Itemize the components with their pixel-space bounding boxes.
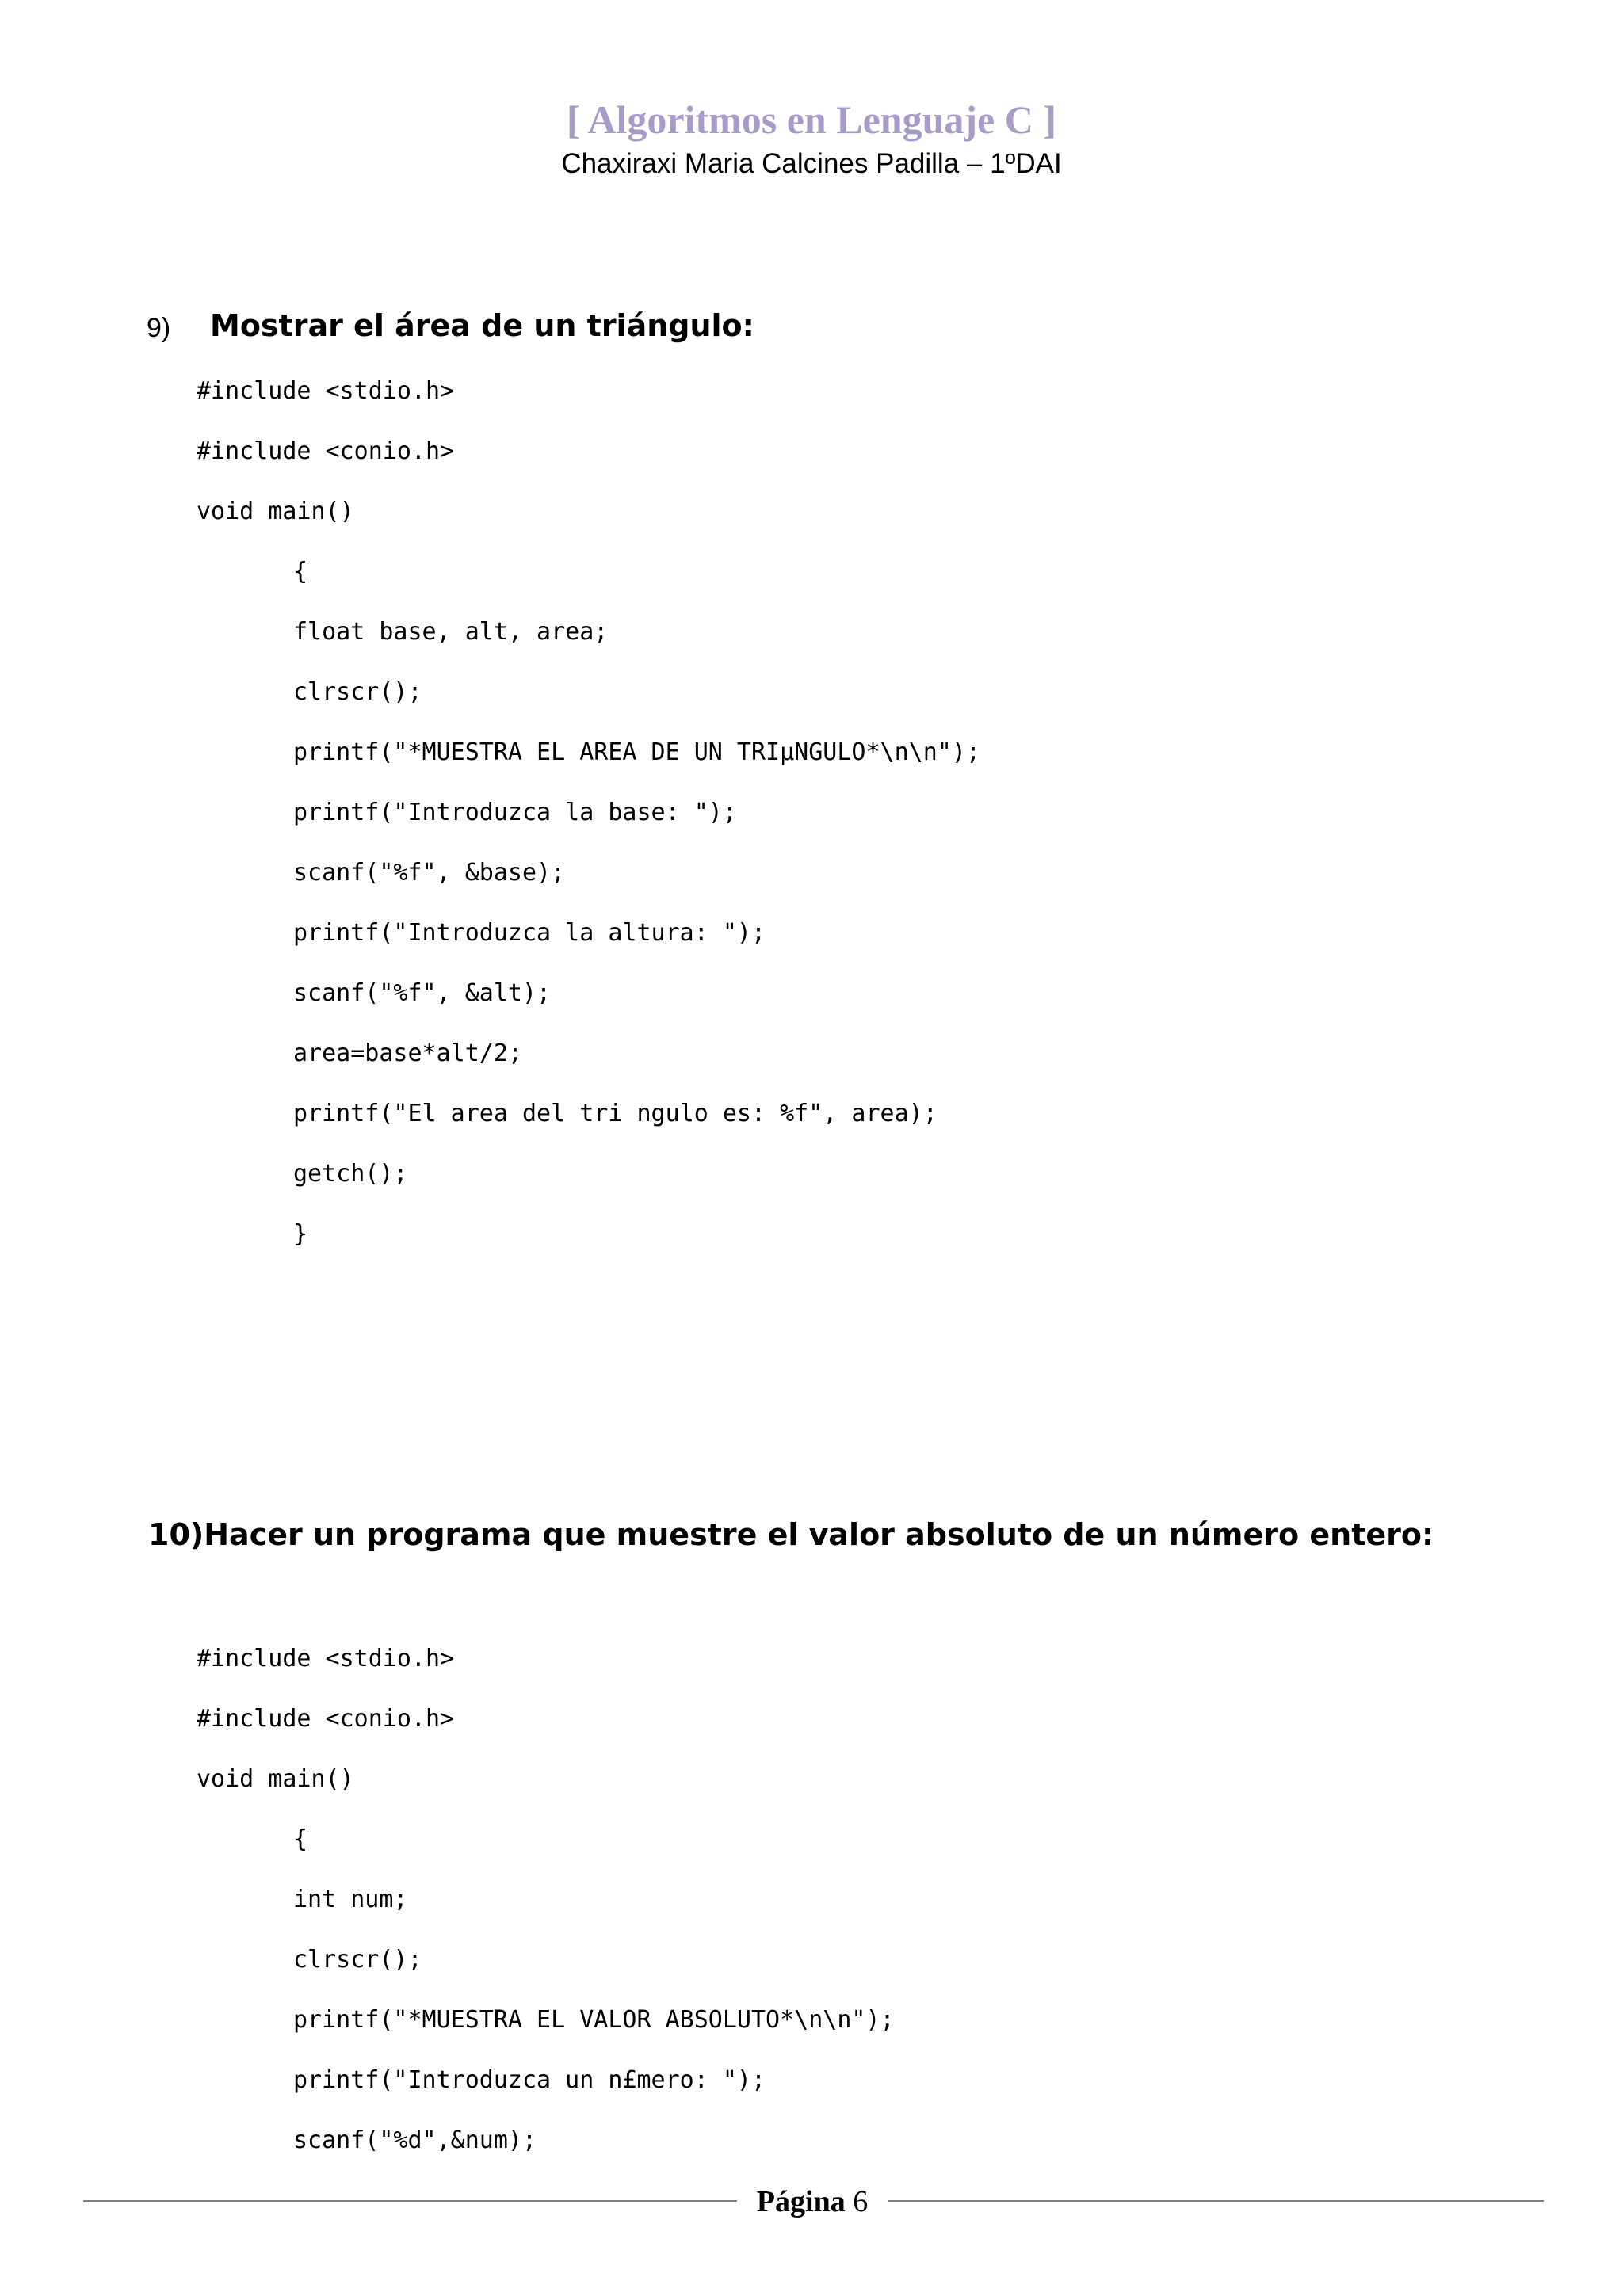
- code-line: clrscr();: [293, 678, 422, 706]
- document-header-title: [ Algoritmos en Lenguaje C ]: [567, 97, 1056, 142]
- code-line: #include <conio.h>: [197, 437, 455, 465]
- code-line: void main(): [197, 498, 354, 525]
- code-line: #include <conio.h>: [197, 1705, 455, 1733]
- code-line: clrscr();: [293, 1946, 422, 1974]
- question-10-title: 10)Hacer un programa que muestre el valor absoluto de un número entero:: [148, 1517, 1434, 1552]
- code-line: #include <stdio.h>: [197, 1645, 455, 1672]
- code-line: {: [293, 558, 308, 585]
- code-line: printf("Introduzca la base: ");: [293, 799, 737, 826]
- code-line: printf("*MUESTRA EL VALOR ABSOLUTO*\n\n");: [293, 2006, 895, 2034]
- code-line: scanf("%d",&num);: [293, 2126, 537, 2154]
- code-line: void main(): [197, 1765, 354, 1793]
- code-line: area=base*alt/2;: [293, 1039, 522, 1067]
- code-line: printf("*MUESTRA EL AREA DE UN TRIµNGULO*\n\n");: [293, 738, 980, 766]
- code-line: scanf("%f", &base);: [293, 859, 566, 887]
- code-line: printf("Introduzca un n£mero: ");: [293, 2066, 766, 2094]
- code-line: scanf("%f", &alt);: [293, 979, 552, 1007]
- footer-divider-left: [83, 2200, 737, 2202]
- code-line: float base, alt, area;: [293, 618, 609, 646]
- page-label: Página: [756, 2185, 846, 2218]
- page-number: [737, 2183, 888, 2220]
- document-header-author: Chaxiraxi Maria Calcines Padilla – 1ºDAI: [561, 148, 1062, 179]
- code-line: {: [293, 1825, 308, 1853]
- code-line: getch();: [293, 1160, 408, 1188]
- code-line: printf("Introduzca la altura: ");: [293, 919, 766, 947]
- question-9-title: Mostrar el área de un triángulo:: [210, 308, 754, 343]
- code-line: }: [293, 1220, 308, 1248]
- code-line: printf("El area del tri ngulo es: %f", area);: [293, 1100, 938, 1127]
- question-9-number: 9): [147, 313, 171, 343]
- code-line: int num;: [293, 1886, 408, 1913]
- footer-divider-right: [888, 2200, 1544, 2202]
- code-line: #include <stdio.h>: [197, 377, 455, 405]
- page-number-value: 6: [853, 2185, 869, 2218]
